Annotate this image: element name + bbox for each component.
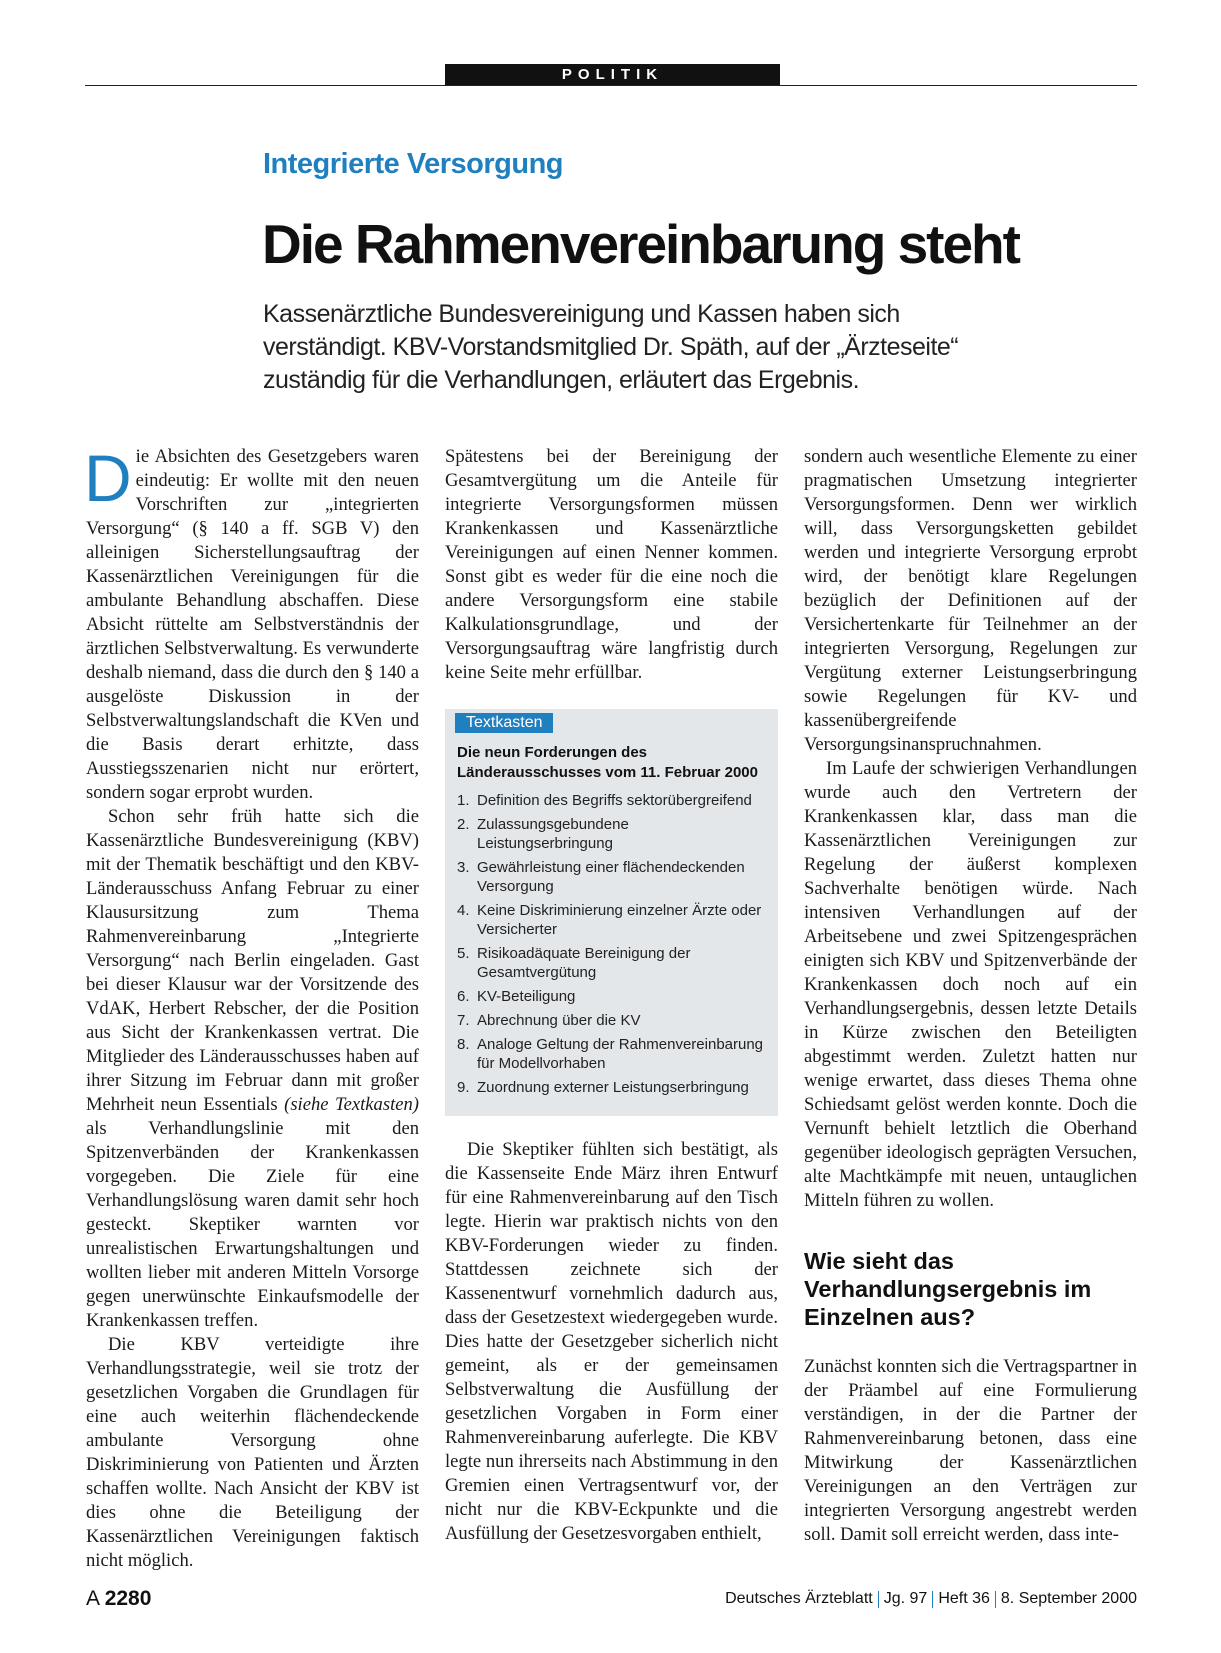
list-item: 6. KV-Beteiligung [457,988,576,1005]
paragraph [86,805,419,1333]
page-number [86,1587,151,1611]
page-number-value: 2280 [104,1587,152,1610]
column-3 [804,445,1137,1547]
list-item: 2. Zulassungsgebundene Leistungserbringung [457,816,629,852]
paragraph: Im Laufe der schwierigen Verhandlungen wurde auch den Vertretern der Krankenkassen klar, dass man die Kassenärztlichen Vereinigungen zur Regelung der äußerst komplexen Sachverhalte benötigen würde. Nach intensiven Verhandlungen auf der Arbeitsebene und zwei Spitzengesprächen einigten sich KBV und Spitzenverbände der Krankenkassen doch noch auf ein Verhandlungsergebnis, dessen letzte Details in Kürze zwischen den Beteiligten abgestimmt werden. Zuletzt hatten nur wenige erwartet, dass dieses Thema ohne Schiedsamt gelöst werden konnte. Doch die Vernunft behielt letztlich die Oberhand gegenüber ideologisch geprägten Versuchen, alte Machtkämpfe mit neuen, untauglichen Mitteln führen zu wollen. [804,758,1137,1211]
paragraph-text: ie Absichten des Gesetzgebers waren eindeutig: Er wollte mit den neuen Vorschriften zur „integrierten Versorgung“ (§ 140 a ff. SGB V) den alleinigen Sicherstellungsauftrag der Kassenärztlichen Vereinigungen für die ambulante Behandlung abschaffen. Diese Absicht rüttelte am Selbstverständnis der ärztlichen Selbstverwaltung. Es verwunderte deshalb niemand, dass die durch den § 140 a ausgelöste Diskussion in der Selbstverwaltungslandschaft die KVen und die Basis derart erhitzte, dass Ausstiegsszenarien nicht nur erörtert, sondern sogar erprobt wurden. [86,446,419,803]
issue: Heft 36 [938,1590,990,1607]
paragraph: Die Skeptiker fühlten sich bestätigt, als die Kassenseite Ende März ihren Entwurf für eine Rahmenvereinbarung auf den Tisch legte. Hierin war praktisch nichts von den KBV-Forderungen wieder zu finden. Stattdessen zeichnete sich der Kassenentwurf vornehmlich dadurch aus, dass der Gesetzestext wiedergegeben wurde. Dies hatte der Gesetzgeber sicherlich nicht gemeint, als er der gemeinsamen Selbstverwaltung die Ausfüllung der gesetzlichen Vorgaben in Form einer Rahmenvereinbarung auferlegte. Die KBV legte nun ihrerseits nach Abstimmung in den Gremien einen Vertragsentwurf vor, der nicht nur die KBV-Eckpunkte und die Ausfüllung der Gesetzesvorgaben enthielt, [445,1139,778,1544]
paragraph [84,441,419,805]
list-item: 3. Gewährleistung einer flächendeckenden Versorgung [457,859,745,895]
textbox-title: Die neun Forderungen des Länderausschusses vom 11. Februar 2000 [457,744,758,781]
paragraph-text: als Verhandlungslinie mit den Spitzenverbänden der Krankenkassen vorgegeben. Die Ziele für eine Verhandlungslösung waren damit sehr hoch gesteckt. Skeptiker warnten vor unrealistischen Erwartungshaltungen und wollten lieber mit anderen Mitteln Vorsorge gegen unerwünschte Einkaufsmodelle der Krankenkassen treffen. [86,1118,419,1331]
paragraph: Zunächst konnten sich die Vertragspartner in der Präambel auf eine Formulierung verständigen, in der die Partner der Rahmenvereinbarung betonen, dass eine Mitwirkung der Kassenärztlichen Vereinigungen an den Verträgen zur integrierten Versorgung angestrebt werden soll. Damit soll erreicht werden, dass inte- [804,1356,1137,1545]
article-headline: Die Rahmenvereinbarung steht [262,213,1019,275]
textbox-reference: (siehe Textkasten) [284,1094,419,1115]
divider [995,1591,996,1608]
list-item: 7. Abrechnung über die KV [457,1012,641,1029]
footer-meta [725,1590,1137,1608]
page-prefix: A [86,1587,99,1610]
section-label: POLITIK [445,64,780,86]
column-1 [84,441,419,1573]
list-item: 5. Risikoadäquate Bereinigung der Gesamtvergütung [457,945,691,981]
list-item: 4. Keine Diskriminierung einzelner Ärzte oder Versicherter [457,902,762,938]
divider [932,1591,933,1608]
list-item: 9. Zuordnung externer Leistungserbringung [457,1079,749,1096]
header-rule [85,85,1137,86]
textbox-tag: Textkasten [455,713,553,733]
journal-name: Deutsches Ärzteblatt [725,1590,873,1607]
divider [878,1591,879,1608]
article-kicker: Integrierte Versorgung [263,148,564,180]
list-item: 8. Analoge Geltung der Rahmenvereinbarung für Modellvorhaben [457,1036,764,1072]
volume: Jg. 97 [883,1590,928,1607]
deck-line: zuständig für die Verhandlungen, erläutert das Ergebnis. [263,366,860,394]
deck-line: Kassenärztliche Bundesvereinigung und Kassen haben sich [263,300,900,328]
drop-cap: D [84,441,132,515]
deck-line: verständigt. KBV-Vorstandsmitglied Dr. Späth, auf der „Ärzteseite“ [263,333,959,361]
textbox-sidebar [445,709,778,1116]
article-deck [263,298,1043,397]
paragraph: sondern auch wesentliche Elemente zu einer pragmatischen Umsetzung integrierter Versorgungsformen. Denn wer wirklich will, dass Versorgungsketten gebildet werden und integrierte Versorgung erprobt wird, der benötigt klare Regelungen bezüglich der Definitionen auf der Versichertenkarte für Teilnehmer an der integrierten Versorgung, Regelungen zur Vergütung externer Leistungserbringung sowie Regelungen für KV- und kassenübergreifende Versorgungsinanspruchnahmen. [804,446,1137,755]
demands-list [445,783,778,1097]
subheading: Wie sieht das Verhandlungsergebnis im Einzelnen aus? [804,1248,1092,1330]
list-item: 1. Definition des Begriffs sektorübergreifend [457,792,752,809]
paragraph: Die KBV verteidigte ihre Verhandlungsstrategie, weil sie trotz der gesetzlichen Vorgaben die Grundlagen für eine auch weiterhin flächendeckende ambulante Versorgung ohne Diskriminierung von Patienten und Ärzten schaffen wollte. Nach Ansicht der KBV ist dies ohne die Beteiligung der Kassenärztlichen Vereinigungen faktisch nicht möglich. [86,1334,419,1571]
issue-date: 8. September 2000 [1000,1590,1137,1607]
column-2 [445,445,778,1546]
paragraph: Spätestens bei der Bereinigung der Gesamtvergütung um die Anteile für integrierte Versorgungsformen müssen Krankenkassen und Kassenärztliche Vereinigungen auf einen Nenner kommen. Sonst gibt es weder für die eine noch die andere Versorgungsform eine stabile Kalkulationsgrundlage, und der Versorgungsauftrag wäre langfristig durch keine Seite mehr erfüllbar. [445,446,778,683]
paragraph-text: Schon sehr früh hatte sich die Kassenärztliche Bundesvereinigung (KBV) mit der Thematik beschäftigt und den KBV-Länderausschuss Anfang Februar zu einer Klausursitzung zum Thema Rahmenvereinbarung „Integrierte Versorgung“ nach Berlin eingeladen. Gast bei dieser Klausur war der Vorsitzende des VdAK, Herbert Rebscher, der die Position aus Sicht der Krankenkassen vertrat. Die Mitglieder des Länderausschusses haben auf ihrer Sitzung im Februar dann mit großer Mehrheit neun Essentials [86,806,419,1115]
